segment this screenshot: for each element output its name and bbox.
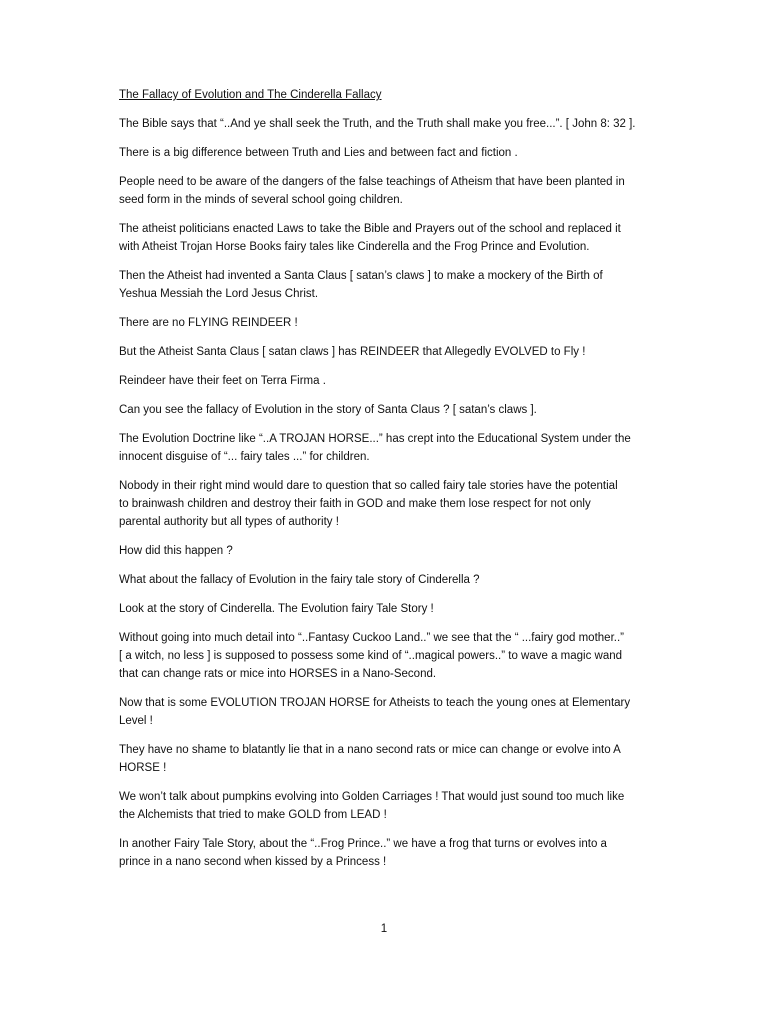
text-line: Look at the story of Cinderella. The Evolution fairy Tale Story ! bbox=[119, 603, 434, 615]
text-line: Now that is some EVOLUTION TROJAN HORSE for Atheists to teach the young ones at Elementary bbox=[119, 697, 631, 709]
text-line: [ a witch, no less ] is supposed to possess some kind of “..magical powers..” to wave a magic wand bbox=[119, 650, 623, 662]
paragraph bbox=[119, 571, 659, 589]
paragraph bbox=[119, 477, 659, 531]
text-line: to brainwash children and destroy their faith in GOD and make them lose respect for not only bbox=[119, 498, 591, 510]
text-line: In another Fairy Tale Story, about the “..Frog Prince..” we have a frog that turns or evolves into a bbox=[119, 838, 607, 850]
paragraph bbox=[119, 173, 659, 209]
text-line: The atheist politicians enacted Laws to take the Bible and Prayers out of the school and replaced it bbox=[119, 223, 621, 235]
text-line: Can you see the fallacy of Evolution in the story of Santa Claus ? [ satan’s claws ]. bbox=[119, 404, 537, 416]
text-line: prince in a nano second when kissed by a Princess ! bbox=[119, 856, 387, 868]
document-title: The Fallacy of Evolution and The Cinderella Fallacy bbox=[119, 89, 382, 101]
text-line: They have no shame to blatantly lie that in a nano second rats or mice can change or evolve into A bbox=[119, 744, 621, 756]
paragraph bbox=[119, 314, 659, 332]
paragraph bbox=[119, 788, 659, 824]
page-number: 1 bbox=[380, 923, 388, 935]
paragraph bbox=[119, 115, 659, 133]
text-line: seed form in the minds of several school going children. bbox=[119, 194, 403, 206]
paragraph bbox=[119, 629, 659, 683]
text-line: Yeshua Messiah the Lord Jesus Christ. bbox=[119, 288, 319, 300]
text-line: the Alchemists that tried to make GOLD from LEAD ! bbox=[119, 809, 387, 821]
paragraph bbox=[119, 220, 659, 256]
document-body bbox=[119, 86, 659, 882]
paragraph bbox=[119, 343, 659, 361]
text-line: People need to be aware of the dangers of the false teachings of Atheism that have been planted in bbox=[119, 176, 625, 188]
text-line: Level ! bbox=[119, 715, 153, 727]
text-line: The Evolution Doctrine like “..A TROJAN HORSE...” has crept into the Educational System under the bbox=[119, 433, 631, 445]
text-line: But the Atheist Santa Claus [ satan claws ] has REINDEER that Allegedly EVOLVED to Fly ! bbox=[119, 346, 586, 358]
paragraph bbox=[119, 600, 659, 618]
text-line: There are no FLYING REINDEER ! bbox=[119, 317, 298, 329]
paragraph-list bbox=[119, 115, 659, 871]
text-line: parental authority but all types of authority ! bbox=[119, 516, 339, 528]
text-line: with Atheist Trojan Horse Books fairy tales like Cinderella and the Frog Prince and Evolution. bbox=[119, 241, 590, 253]
text-line: that can change rats or mice into HORSES in a Nano-Second. bbox=[119, 668, 437, 680]
paragraph bbox=[119, 267, 659, 303]
text-line: We won’t talk about pumpkins evolving into Golden Carriages ! That would just sound too much like bbox=[119, 791, 625, 803]
text-line: Reindeer have their feet on Terra Firma . bbox=[119, 375, 326, 387]
text-line: There is a big difference between Truth and Lies and between fact and fiction . bbox=[119, 147, 518, 159]
text-line: The Bible says that “..And ye shall seek the Truth, and the Truth shall make you free...”. [ John 8: 32 ]. bbox=[119, 118, 636, 130]
text-line: What about the fallacy of Evolution in the fairy tale story of Cinderella ? bbox=[119, 574, 480, 586]
text-line: Then the Atheist had invented a Santa Claus [ satan’s claws ] to make a mockery of the Birth of bbox=[119, 270, 603, 282]
text-line: Without going into much detail into “..Fantasy Cuckoo Land..” we see that the “ ...fairy god mother..” bbox=[119, 632, 624, 644]
paragraph bbox=[119, 430, 659, 466]
text-line: HORSE ! bbox=[119, 762, 167, 774]
paragraph bbox=[119, 694, 659, 730]
text-line: How did this happen ? bbox=[119, 545, 233, 557]
paragraph bbox=[119, 401, 659, 419]
paragraph bbox=[119, 372, 659, 390]
paragraph bbox=[119, 835, 659, 871]
text-line: Nobody in their right mind would dare to question that so called fairy tale stories have the potential bbox=[119, 480, 618, 492]
text-line: innocent disguise of “... fairy tales ...” for children. bbox=[119, 451, 370, 463]
paragraph bbox=[119, 542, 659, 560]
paragraph bbox=[119, 741, 659, 777]
paragraph bbox=[119, 144, 659, 162]
